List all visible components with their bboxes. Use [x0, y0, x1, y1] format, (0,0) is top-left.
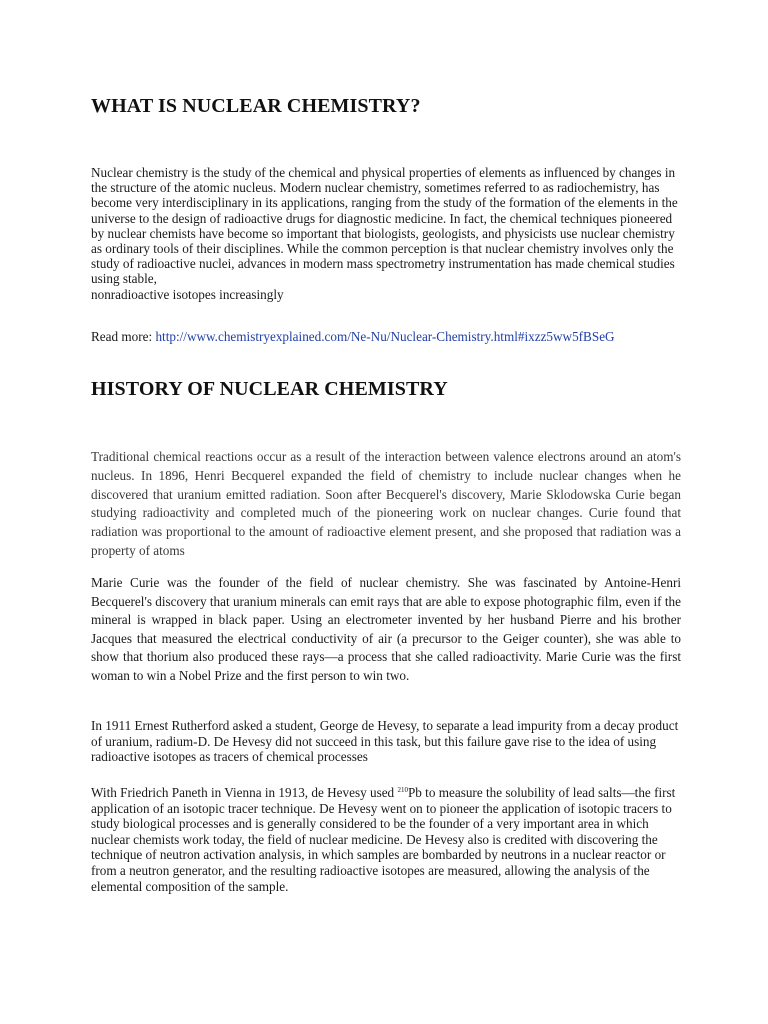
isotope-mass-number: 210 — [397, 786, 408, 794]
history-paragraph-curie: Marie Curie was the founder of the field of nuclear chemistry. She was fascinated by Antoine-Henri Becquerel's discovery that uranium minerals can emit rays that are able to expose photographic film, even if the mineral is wrapped in black paper. Using an electrometer invented by her husband Pierre and his brother Jacques that measured the electrical conductivity of air (a precursor to the Geiger counter), she was able to show that thorium also produced these rays—a process that she called radioactivity. Marie Curie was the first woman to win a Nobel Prize and the first person to win two. — [91, 575, 681, 683]
intro-paragraph-last-line: nonradioactive isotopes increasingly — [91, 286, 284, 302]
read-more-line — [91, 329, 691, 344]
history-paragraph-hevesy — [91, 785, 681, 894]
history-paragraph-1: Traditional chemical reactions occur as a result of the interaction between valence electrons around an atom's nucleus. In 1896, Henri Becquerel expanded the field of chemistry to include nuclear changes when he discovered that uranium emitted radiation. Soon after Becquerel's discovery, Marie Sklodowska Curie began studying radioactivity and completed much of the pioneering work on nuclear changes. Curie found that radiation was proportional to the amount of radioactive element present, and she proposed that radiation was a property of atoms — [91, 449, 681, 558]
intro-paragraph-body: Nuclear chemistry is the study of the chemical and physical properties of elements as influenced by changes in the structure of the atomic nucleus. Modern nuclear chemistry, sometimes referred to as radiochemistry, has become very interdisciplinary in its applications, ranging from the study of the formation of the elements in the universe to the design of radioactive drugs for diagnostic medicine. In fact, the chemical techniques pioneered by nuclear chemists have become so important that biologists, geologists, and physicists use nuclear chemistry as ordinary tools of their disciplines. While the common perception is that nuclear chemistry involves only the study of radioactive nuclei, advances in modern mass spectrometry instrumentation has made chemical studies using stable, — [91, 165, 678, 287]
intro-paragraph — [91, 165, 681, 302]
history-paragraph-rutherford: In 1911 Ernest Rutherford asked a student, George de Hevesy, to separate a lead impurity from a decay product of uranium, radium-D. De Hevesy did not succeed in this task, but this failure gave rise to the idea of using radioactive isotopes as tracers of chemical processes — [91, 718, 679, 765]
read-more-label: Read more: — [91, 329, 156, 344]
hevesy-text-start: With Friedrich Paneth in Vienna in 1913, de Hevesy used — [91, 785, 398, 800]
section-heading-history: HISTORY OF NUCLEAR CHEMISTRY — [91, 378, 448, 400]
section-heading-what-is: WHAT IS NUCLEAR CHEMISTRY? — [91, 95, 421, 117]
read-more-link[interactable]: http://www.chemistryexplained.com/Ne-Nu/Nuclear-Chemistry.html#ixzz5ww5fBSeG — [155, 329, 615, 344]
hevesy-text-rest: Pb to measure the solubility of lead salts—the first application of an isotopic tracer technique. De Hevesy went on to pioneer the application of isotopic tracers to study biological processes and is generally considered to be the founder of a very important area in which nuclear chemists work today, the field of nuclear medicine. De Hevesy also is credited with discovering the technique of neutron activation analysis, in which samples are bombarded by neutrons in a nuclear reactor or from a neutron generator, and the resulting radioactive isotopes are measured, allowing the analysis of the elemental composition of the sample. — [91, 785, 676, 894]
